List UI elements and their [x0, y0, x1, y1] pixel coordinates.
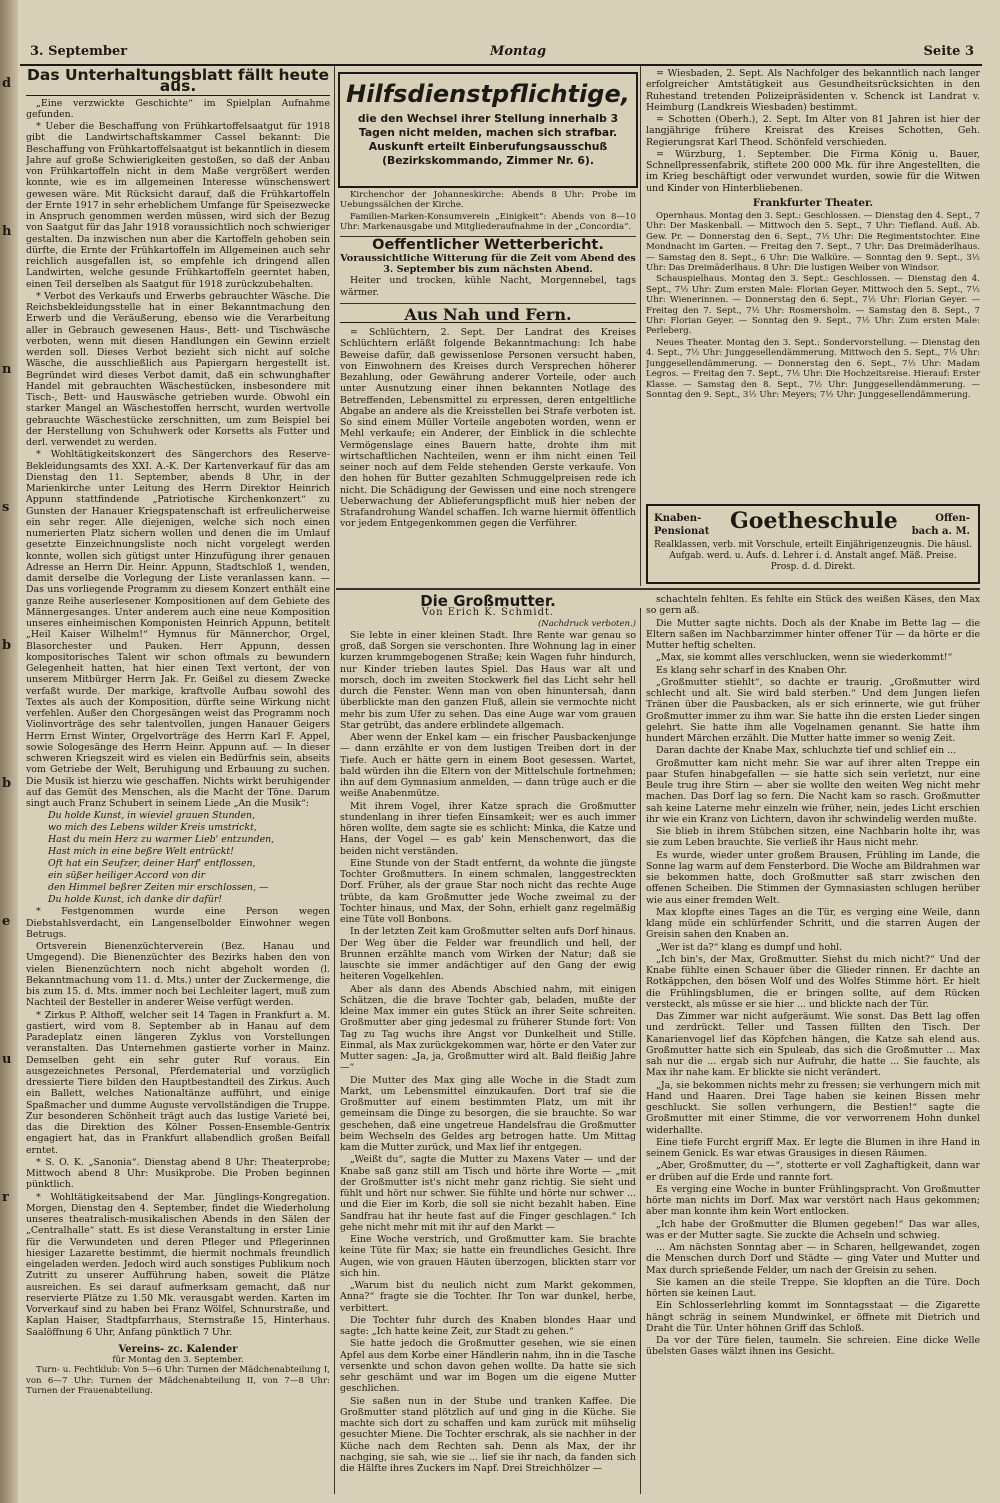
ad-text: Realklassen, verb. mit Vorschule, erteilt Einjährigenzeugnis. Die häusl. Aufgab. werd. u. Aufs. d. Lehrer i. d. Anstalt angef. Mäß. Preise. Prosp. d. d. Direkt.	[654, 540, 972, 572]
poem-line: ein süßer heiliger Accord von dir	[48, 870, 206, 882]
story-paragraph: Mit ihrem Vogel, ihrer Katze sprach die Großmutter stundenlang in ihrer tiefen Einsamkeit; wer es auch immer hören wollte, dem sagte sie es schlicht: Minka, die Katze und Hans, der Vogel — es gab' kein Menschenwort, das die beiden nicht verständen.	[340, 800, 636, 857]
news-paragraph: * Festgenommen wurde eine Person wegen Diebstahlsverdacht, ein Langenselbolder Einwohner wegen Betrugs.	[26, 906, 330, 940]
column-rule	[334, 66, 335, 1494]
poem-line: den Himmel beßrer Zeiten mir erschlossen, —	[48, 882, 269, 894]
club-notes	[340, 190, 636, 233]
schubert-poem	[26, 810, 330, 905]
binding-letter: b	[2, 776, 12, 791]
story-paragraph: Es klang sehr scharf in des Knaben Ohr.	[656, 664, 848, 676]
story-paragraph: Großmutter kam nicht mehr. Sie war auf ihrer alten Treppe ein paar Stufen hinabgefallen — sie hatte sich sein verletzt, nur eine Beule trug ihre Stirn — aber sie wollte den weiten Weg nicht mehr machen. Das Dorf lag so fern. Die Nacht kam so rasch. Großmutter sah keine Laterne mehr einzeln wie früher, nein, jedes Licht erschien ihr wie ein Kranz von Lichtern, davon ihr schwindelig werden mußte.	[646, 757, 980, 825]
news-paragraph: = Wiesbaden, 2. Sept. Als Nachfolger des bekanntlich nach langer erfolgreicher Amtstätigkeit aus Gesundheitsrücksichten in den Ruhestand tretenden Polizeipräsidenten v. Schenck ist Landrat v. Heimburg (Landkreis Wiesbaden) bestimmt.	[646, 68, 980, 113]
column-rule	[640, 608, 641, 1494]
page-header	[20, 44, 982, 66]
news-paragraph: Ortsverein Bienenzüchterverein (Bez. Hanau und Umgegend). Die Bienenzüchter des Bezirks haben den von vielen Bienenzüchtern noch nicht abgeholt worden (l. Bekanntmachung vom 11. d. Mts.) unter der Zuckermenge, die bis zum 15. d. Mts. immer noch bei Lechleiter lagert, muß zum Nachteil der Besteller in anderer Weise verfügt werden.	[26, 941, 330, 1009]
story-paragraph: Eine tiefe Furcht ergriff Max. Er legte die Blumen in ihre Hand in seinem Genick. Es war etwas Grausiges in diesen Räumen.	[646, 1136, 980, 1159]
story-paragraph: ... Am nächsten Sonntag aber — in Scharen, hellgewandet, zogen die Menschen durch Dorf und Städte — ging Vater und Mutter und Max durch sprießende Felder, um nach der Greisin zu sehen.	[646, 1242, 980, 1276]
story-paragraph: „Warum bist du neulich nicht zum Markt gekommen, Anna?“ fragte sie die Tochter. Ihr Ton war dunkel, herbe, verbittert.	[340, 1280, 636, 1314]
theater-schedule	[646, 211, 980, 400]
story-paragraph: Sie blieb in ihrem Stübchen sitzen, eine Nachbarin holte ihr, was sie zum Leben brauchte. Sie verließ ihr Haus nicht mehr.	[646, 826, 980, 849]
local-news-paragraphs-2	[26, 906, 330, 1338]
column-news-and-theater	[646, 68, 980, 500]
theater-title: Frankfurter Theater.	[752, 196, 874, 209]
column-rule	[640, 66, 641, 586]
vereins-kalender-title: Vereins- zc. Kalender	[118, 1343, 238, 1355]
story-paragraph: „Aber, Großmutter, du —“, stotterte er voll Zaghaftigkeit, dann war er drüben auf die Erde und rannte fort.	[646, 1160, 980, 1183]
weather-text: Heiter und trocken, kühle Nacht, Morgennebel, tags wärmer.	[340, 275, 636, 298]
weather-title: Oeffentlicher Wetterbericht.	[372, 236, 604, 253]
theater-entry: Schauspielhaus. Montag den 3. Sept.: Geschlossen. — Dienstag den 4. Sept., 7½ Uhr: Zum ersten Male: Florian Geyer. Mittwoch den 5. Sept., 7½ Uhr: Wienerinnen. — Donnerstag den 6. Sept., 7½ Uhr: Florian Geyer. — Freitag den 7. Sept., 7½ Uhr: Rosmersholm. — Samstag den 8. Sept., 7 Uhr: Florian Geyer. — Sonntag den 9. Sept., 7½ Uhr: Zum ersten Male: Perleberg.	[646, 274, 980, 337]
story-paragraph: Sie saßen nun in der Stube und tranken Kaffee. Die Großmutter stand plötzlich auf und ging in die Küche. Sie machte sich dort zu schaffen und kam zurück mit mühselig gesuchter Miene. Die Tochter erschrak, als sie nachher in der Küche nach dem Rechten sah. Denn als Max, der ihr nachging, sie sah, wie sie ... lief sie ihr nach, da fanden sich die Hälfte ihres Zuckers im Napf. Drei Streichhölzer —	[340, 1395, 636, 1474]
story-paragraph: Eine Stunde von der Stadt entfernt, da wohnte die jüngste Tochter Großmutters. In einem schmalen, langgestreckten Dorf. Früher, als der graue Star noch nicht das rechte Auge trübte, da kam Großmutter jede Woche zweimal zu der Tochter hinaus, und Max, der Sohn, erhielt ganz regelmäßig eine Tüte voll Bonbons.	[340, 857, 636, 925]
story-paragraph: „Großmutter stiehlt“, so dachte er traurig. „Großmutter wird schlecht und alt. Sie wird bald sterben.“ Und dem Jungen liefen Tränen über die Pausbacken, als er sich erinnerte, wie gut früher Großmutter immer zu ihm war. Sie hatte ihn die ersten Lieder singen gelehrt. Sie hatte ihm alle Vogelnamen genannt. Sie hatte ihm hundert Märchen erzählt. Die Mutter hatte immer so wenig Zeit.	[646, 676, 980, 744]
poem-line: Oft hat ein Seufzer, deiner Harf' entflossen,	[48, 858, 256, 870]
binding-edge	[0, 0, 18, 1503]
weather-subtitle: Voraussichtliche Witterung für die Zeit vom Abend des 3. September bis zum nächsten Abend.	[340, 252, 636, 276]
story-paragraph: Aber wenn der Enkel kam — ein frischer Pausbackenjunge — dann erzählte er von dem lustigen Treiben dort in der Tiefe. Auch er hätte gern in einem Boot gesessen. Wartet, bald würden ihn die Eltern von der Mittelschule fortnehmen; ihn auf dem Gymnasium anmelden, — dann trüge auch er die weiße Anabenmütze.	[340, 732, 636, 800]
header-page-number: Seite 3	[923, 44, 974, 59]
news-paragraph: * Wohltätigkeitsabend der Mar. Jünglings-Kongregation. Morgen, Dienstag den 4. September, findet die Wiederholung unseres theatralisch-musikalischen Abends in den Sälen der „Centralhalle“ statt. Es ist diese Veranstaltung in erster Linie für die Verwundeten und deren Pfleger und Pflegerinnen hiesiger Lazarette bestimmt, die hiermit nochmals freundlich eingeladen werden. Jedoch wird auch sonstiges Publikum noch Zutritt zu unserer Aufführung haben, soweit die Plätze ausreichen. Es sei darauf aufmerksam gemacht, daß nur reservierte Plätze zu 1.50 Mk. verausgabt werden. Karten im Vorverkauf sind zu haben bei Franz Wölfel, Schnurstraße, und Kaplan Haiser, Stadtpfarrhaus, Sternstraße 15, Hinterhaus. Saalöffnung 6 Uhr, Anfang pünktlich 7 Uhr.	[26, 1191, 330, 1338]
story-paragraph: Ein Schlosserlehrling kommt im Sonntagsstaat — die Zigarette hängt schräg in seinem Mundwinkel, er öffnete mit Dietrich und Draht die Tür. Unter höhnen Griff das Schloß.	[646, 1300, 980, 1334]
story-paragraph: Sie kamen an die steile Treppe. Sie klopften an die Türe. Doch hörten sie keinen Laut.	[646, 1276, 980, 1299]
club-note: Kirchenchor der Johanneskirche: Abends 8 Uhr: Probe im Uebungssälchen der Kirche.	[340, 190, 636, 211]
story-column-b	[646, 594, 980, 1500]
news-paragraph: = Würzburg, 1. September. Die Firma König u. Bauer, Schnellpressenfabrik, stiftete 200 000 Mk. für ihre Angestellten, die im Krieg beschäftigt oder verwundet wurden, sowie für die Witwen und Kinder von Hinterbliebenen.	[646, 148, 980, 194]
story-author: Von Erich K. Schmidt.	[421, 607, 555, 619]
story-paragraph: Eine Woche verstrich, und Großmutter kam. Sie brachte keine Tüte für Max; sie hatte ein freundliches Gesicht. Ihre Augen, wie von grauen Häuten überzogen, blickten starr vor sich hin.	[340, 1234, 636, 1279]
story-paragraph: Es verging eine Woche in bunter Frühlingspracht. Von Großmutter hörte man nichts im Dorf. Max war verstört nach Haus gekommen; aber man konnte ihm kein Wort entlocken.	[646, 1183, 980, 1218]
story-paragraph: „Weißt du“, sagte die Mutter zu Maxens Vater — und der Knabe saß ganz still am Tisch und hörte ihre Worte — „mit der Großmutter ist's nicht mehr ganz richtig. Sie sieht und fühlt und hört nur schwer. Sie fühlte und hörte nur schwer ... und die Eier im Korb, die soll sie nicht bezahlt haben. Eine Sandfrau hat ihr heute fast auf die Finger geschlagen.“ Ich gehe nicht mehr mit mit ihr auf den Markt —	[340, 1154, 636, 1233]
poem-line: Du holde Kunst, in wieviel grauen Stunden,	[48, 810, 256, 822]
news-paragraph: * Ueber die Beschaffung von Frühkartoffelsaatgut für 1918 gibt die Landwirtschaftskammer Cassel bekannt: Die Beschaffung von Frühkartoffelsaatgut ist bekanntlich in diesem Jahre auf große Schwierigkeiten gestoßen, so daß der Anbau von Frühkartoffeln nicht in dem Maße vergrößert werden konnte, wie es im allgemeinen Interesse wünschenswert gewesen wäre. Mit Rücksicht darauf, daß die Frühkartoffeln der Ernte 1917 in sehr erheblichem Umfange für Speisezwecke in Anspruch genommen werden müssen, wird sich der Bezug von Saatgut für das Jahr 1918 voraussichtlich noch schwieriger gestalten. Da inzwischen nun aber die Kartoffeln gehoben sein dürfte, die Ernte der Frühkartoffeln im Allgemeinen auch sehr reichlich ausgefallen ist, so empfehle ich dringend allen Landwirten, welche gesunde Frühkartoffeln geerntet haben, einen Teil derselben als Saatgut für 1918 zurückzubehalten.	[26, 121, 330, 290]
story-column-a	[340, 594, 636, 1500]
story-paragraph: Die Mutter des Max ging alle Woche in die Stadt zum Markt, um Lebensmittel einzukaufen. Dort traf sie die Großmutter auf einem bestimmten Platz, um mit ihr gemeinsam die Dinge zu besorgen, die sie brauchte. So war geschehen, daß eine ungetreue Handelsfrau die Großmutter beim Wechseln des Geldes arg betrogen hatte. Um Mittag kam die Mutter zurück, und Max lief ihr entgegen.	[340, 1074, 636, 1153]
story-paragraph: Max klopfte eines Tages an die Tür, es verging eine Weile, dann klang müde ein schlürfender Schritt, und die starren Augen der Greisin sahen den Knaben an.	[646, 906, 980, 941]
news-paragraph: * Zirkus P. Althoff, welcher seit 14 Tagen in Frankfurt a. M. gastiert, wird vom 8. September ab in Hanau auf dem Paradeplatz einen längeren Zyklus von Vorstellungen veranstalten. Das Unternehmen gastierte vorher in Mainz. Demselben geht ein sehr guter Ruf voraus. Ein ausgezeichnetes Personal, Pferdematerial und vorzüglich dressierte Tiere bilden den Hauptbestandteil des Zirkus. Auch ein Ballett, welches Nationaltänze aufführt, und einige Spaßmacher und dumme Auguste vervollständigen die Truppe. Zur besonderen Schönheit trägt auch das lustige Varieté bei, das die Direktion des Kölner Possen-Ensemble-Gentrix engagiert hat, das in Frankfurt allabendlich großen Beifall erntet.	[26, 1009, 330, 1156]
column-weather-and-regional	[340, 190, 636, 582]
story-paragraph: „Max, sie kommt alles verschlucken, wenn sie wiederkommt!“	[656, 652, 953, 664]
vereins-kalender-text: Turn- u. Fechtklub: Von 5—6 Uhr: Turnen der Mädchenabteilung I, von 6—7 Uhr: Turnen der Mädchenabteilung II, von 7—8 Uhr: Turnen der Frauenabteilung.	[26, 1365, 330, 1397]
story-paragraph: Sie lebte in einer kleinen Stadt. Ihre Rente war genau so groß, daß Sorgen sie verschonten. Ihre Wohnung lag in einer kurzen krummgebogenen Straße; kein Wagen fuhr hindurch, nur Kinder trieben lautes Spiel. Das Haus war alt und morsch, doch im zweiten Stockwerk fiel das Licht sehr hell durch die Fenster. Wenn man von oben hinuntersah, dann überblickte man den ganzen Fluß, allein sie vermochte nicht mehr bis zum Ufer zu sehen. Das eine Auge war vom grauen Star getrübt, das andere erblindete allgemach.	[340, 629, 636, 731]
nah-und-fern-text: = Schlüchtern, 2. Sept. Der Landrat des Kreises Schlüchtern erläßt folgende Bekanntmachung: Ich habe Beweise dafür, daß gewissenlose Personen versucht haben, von Einwohnern des Kreises durch Versprechen höherer Bezahlung, oder Gewährung anderer Vorteile, oder auch unter Ausnutzung einer ihnen bekannten Notlage des Betreffenden, Lebensmittel zu erpressen, deren entgeltliche Abgabe an andere als die Kreisstellen bei Strafe verboten ist. So sind einem Müller Vorteile angeboten worden, wenn er Mehl verkaufe; ein Anderer, der Einblick in die schlechte Vermögenslage eines Bauern hatte, drohte ihm mit wirtschaftlichen Nachteilen, wenn er ihm nicht einen Teil seiner noch auf dem Felde stehenden Gerste verkaufe. Von den hohen für Butter gezahlten Schmuggelpreisen rede ich nicht. Die Schädigung der Gewissen und eine noch strengere Ueberwachung der Ablieferungspflicht muß hier neben der Strafandrohung Wandel schaffen. Ich warne hiermit öffentlich vor jedem Entgegenkommen gegen die Verführer.	[340, 327, 636, 530]
binding-letters	[2, 70, 16, 1322]
binding-letter: b	[2, 638, 12, 653]
regional-news	[646, 68, 980, 194]
news-paragraph: * Verbot des Verkaufs und Erwerbs gebrauchter Wäsche. Die Reichsbekleidungsstelle hat in einer Bekanntmachung den Erwerb und die Veräußerung, ebenso wie die Verarbeitung aller in Gebrauch gewesenen Haus-, Bett- und Tischwäsche verboten, wenn mit diesen Handlungen ein Gewinn erzielt werden soll. Dieses Verbot bezieht sich nicht auf solche Wäsche, die ausschließlich aus Papiergarn hergestellt ist. Begründet wird dieses Verbot damit, daß ein schwunghafter Handel mit gebrauchten Wäschestücken, insbesondere mit Tisch-, Bett- und Hauswäsche getrieben wurde. Obwohl ein starker Mangel an Wäschestoffen herrscht, wurden wertvolle gebrauchte Wäschestücke zerschnitten, um zum Beispiel bei der Herstellung von Schuhwerk oder Korsetts als Futter und derl. verwendet zu werden.	[26, 290, 330, 448]
story-text-b	[646, 594, 980, 1358]
binding-letter: h	[2, 224, 12, 239]
ad-left-label: Knaben- Pensionat	[654, 513, 710, 537]
header-date: 3. September	[30, 44, 128, 59]
binding-letter: e	[2, 914, 11, 929]
story-paragraph: Es wurde, wieder unter großem Brausen, Frühling im Lande, die Sonne lag warm auf dem Fensterbord. Die Woche am Bildrahmen war sie bekommen hatte, doch Großmutter saß starr zwischen den offenen Scheiben. Die Stimmen der Gymnasiasten schlugen herüber wie aus einer fremden Welt.	[646, 849, 980, 906]
story-top-rule	[336, 588, 980, 590]
story-paragraph: Da vor der Türe fielen, taumeln. Sie schreien. Eine dicke Welle übelsten Gases wälzt ihnen ins Gesicht.	[646, 1335, 980, 1358]
section-aus-nah-und-fern: Aus Nah und Fern.	[340, 309, 636, 323]
ad-name: Goetheschule	[730, 508, 898, 534]
story-copyright-note: (Nachdruck verboten.)	[537, 618, 636, 629]
binding-letter: s	[2, 500, 10, 515]
story-paragraph: „Ich habe der Großmutter die Blumen gegeben!“ Das war alles, was er der Mutter sagte. Sie zuckte die Achseln und schwieg.	[646, 1218, 980, 1241]
club-note: Familien-Marken-Konsumverein „Einigkeit“: Abends von 8—10 Uhr: Markenausgabe und Mitgliederaufnahme in der „Concordia“.	[340, 211, 636, 233]
story-title: Die Großmutter.	[420, 594, 556, 610]
story-paragraph: Aber als dann des Abends Abschied nahm, mit einigen Schätzen, die die brave Tochter gab, beladen, mußte der kleine Max immer ein gutes Stück an ihrer Seite schreiten. Großmutter aber ging jedesmal zu früherer Stunde fort: Von Tag zu Tag wuchs ihre Angst vor Dunkelheit und Stille. Einmal, als Max zurückgekommen war, hörte er den Vater zur Mutter sagen: „Ja, ja, Großmutter wird alt. Bald fleißig Jahre —“	[340, 983, 636, 1074]
notice-hilfsdienst	[338, 72, 638, 188]
poem-line: Hast du mein Herz zu warmer Lieb' entzunden,	[48, 834, 275, 846]
story-paragraph: Die Tochter fuhr durch des Knaben blondes Haar und sagte: „Ich hatte keine Zeit, zur Stadt zu gehen.“	[340, 1314, 636, 1337]
story-paragraph: Daran dachte der Knabe Max, schluchzte tief und schlief ein ...	[656, 745, 957, 757]
news-paragraph: * Wohltätigkeitskonzert des Sängerchors des Reserve-Bekleidungsamts des XXI. A.-K. Der Kartenverkauf für das am Dienstag den 11. September, abends 8 Uhr, in der Marienkirche unter Leitung des Herrn Direktor Heinrich Appunn stattfindende „Patriotische Kirchenkonzert“ zu Gunsten der Hanauer Kriegspatenschaft ist erfreulicherweise ein sehr reger. Alle diejenigen, welche sich noch einen numerierten Platz sichern wollen und denen die im Umlauf gesetzte Einzeichnungsliste noch nicht vorgelegt werden konnte, wollen sich gütigst unter Hinzufügung ihrer genauen Adresse an Herrn Dir. Heinr. Appunn, Stadtschloß 1, wenden, damit derselbe die Vorlegung der Liste veranlassen kann. — Das uns vorliegende Programm zu diesem Konzert enthält eine ganze Reihe auserlesener Kompositionen auf dem Gebiete des Männergesanges. Unter anderem auch eine neue Komposition unseres einheimischen Komponisten Heinrich Appunn, betitelt „Heil Kaiser Wilhelm!“ Hymnus für Männerchor, Orgel, Blasorchester und Pauken. Herr Appunn, dessen kompositorisches Talent wir schon oftmals zu bewundern Gelegenheit hatten, hat hier einen Text vertont, der von unserem Mitbürger Herrn Jak. Fr. Geißel zu diesem Zwecke verfaßt wurde. Der markige, kraftvolle Aufbau sowohl des Textes als auch der Komposition, dürfte seine Wirkung nicht verfehlen. Außer den Chorgesängen weist das Programm noch Violinvorträge des sehr talentvollen, jungen Hanauer Geigers Herrn Ernst Winter, Orgelvorträge des Herrn Karl F. Appel, sowie Sologesänge des Herrn Heinr. Appunn auf. — In dieser schweren Kriegszeit wird es vielen ein Bedürfnis sein, abseits vom Getriebe der Welt, Beruhigung und Erbauung zu suchen. Die Musik ist hierzu wie geschaffen. Nichts wirkt beruhigender auf das Gemüt des Menschen, als die Macht der Töne. Darum singt auch Franz Schubert in seinem Liede „An die Musik“:	[26, 449, 330, 809]
story-text-a	[340, 630, 636, 1475]
story-paragraph: In der letzten Zeit kam Großmutter selten aufs Dorf hinaus. Der Weg über die Felder war freundlich und hell, der Brunnen erzählte manch vom Wirken der Natur; daß sie lauschte sie immer andächtiger auf den Gang der ewig heiteren Vogelkehlen.	[340, 926, 636, 983]
column-local-news	[26, 68, 330, 1498]
vereins-kalender-date: für Montag den 3. September.	[112, 1355, 244, 1365]
poem-line: Du holde Kunst, ich danke dir dafür!	[48, 894, 223, 906]
news-paragraph: „Eine verzwickte Geschichte“ im Spielplan Aufnahme gefunden.	[26, 97, 330, 120]
binding-letter: u	[2, 1052, 12, 1067]
poem-line: wo mich des Lebens wilder Kreis umstrickt,	[48, 822, 257, 834]
ad-goetheschule	[646, 504, 980, 584]
notice-hilfsdienst-title: Hilfsdienstpflichtige,	[346, 80, 630, 108]
story-paragraph: Sie hatte jedoch die Großmutter gesehen, wie sie einen Apfel aus dem Korbe einer Händlerin nahm, ihn in die Tasche versenkte und schon davon gehen wollte. Da hatte sie sich sehr geschämt und war im Bogen um die eigene Mutter geschlichen.	[340, 1338, 636, 1395]
headline-unterhaltungsblatt: Das Unterhaltungsblatt fällt heute aus.	[27, 68, 329, 96]
news-paragraph: = Schotten (Oberh.), 2. Sept. Im Alter von 81 Jahren ist hier der langjährige frühere Kreisrat des Kreises Schotten, Geh. Regierungsrat Karl Theod. Schönfeld verschieden.	[646, 114, 980, 148]
notice-hilfsdienst-text: die den Wechsel ihrer Stellung innerhalb 3 Tagen nicht melden, machen sich strafbar. Auskunft erteilt Einberufungsausschuß (Bezirkskommando, Zimmer Nr. 6).	[357, 112, 619, 167]
theater-entry: Opernhaus. Montag den 3. Sept.: Geschlossen. — Dienstag den 4. Sept., 7 Uhr: Der Maskenball. — Mittwoch den 5. Sept., 7 Uhr: Tiefland. Auß. Ab. Gew. Pr. — Donnerstag den 6. Sept., 7½ Uhr: Die Regimentstochter. Eine Mondnacht im Garten. — Freitag den 7. Sept., 7 Uhr: Das Dreimäderlhaus. — Samstag den 8. Sept., 6 Uhr: Die Walküre. — Sonntag den 9. Sept., 3½ Uhr: Das Dreimäderlhaus. 8 Uhr: Die lustigen Weiber von Windsor.	[646, 211, 980, 274]
story-paragraph: „Ich bin's, der Max, Großmutter. Siehst du mich nicht?“ Und der Knabe fühlte einen Schauer über die Glieder rinnen. Er dachte an Rotkäppchen, den bösen Wolf und des Wolfes Stimme hört. Er hielt die Frühlingsblumen, die er bringen sollte, auf dem Rücken versteckt, als müsse er sie hier ... und blickte nach der Tür.	[646, 953, 980, 1010]
binding-letter: r	[2, 1190, 9, 1205]
story-paragraph: „Ja, sie bekommen nichts mehr zu fressen; sie verhungern mich mit Hand und Haaren. Drei Tage haben sie keinen Bissen mehr geschluckt. Sie sollen verhungern, die Bestien!“ sagte die Großmutter mit einer Stimme, die vor verworrenem Hohn dunkel widerhallte.	[646, 1079, 980, 1136]
local-news-paragraphs	[26, 98, 330, 810]
binding-letter: d	[2, 76, 12, 91]
theater-entry: Neues Theater. Montag den 3. Sept.: Sondervorstellung. — Dienstag den 4. Sept., 7½ Uhr: Junggesellendämmerung. Mittwoch den 5. Sept., 7½ Uhr: Junggesellendämmerung. — Donnerstag den 6. Sept., 7½ Uhr: Madam Legros. — Freitag den 7. Sept., 7½ Uhr: Die Hochzeitsreise. Hierauf: Erster Klasse. — Samstag den 8. Sept., 7½ Uhr: Junggesellendämmerung. — Sonntag den 9. Sept., 3½ Uhr: Meyers; 7½ Uhr: Junggesellendämmerung.	[646, 337, 980, 400]
story-paragraph: „Wer ist da?“ klang es dumpf und hohl.	[656, 941, 843, 953]
binding-letter: n	[2, 362, 12, 377]
ad-right-label: Offen- bach a. M.	[911, 513, 970, 537]
story-paragraph: Das Zimmer war nicht aufgeräumt. Wie sonst. Das Bett lag offen und zerdrückt. Teller und Tassen füllten den Tisch. Der Kanarienvogel lief das Köpfchen hängen, die Katze sah elend aus. Großmutter hatte sich ein Spuleab, das sich die Großmutter ... Max sah nur die ... ergab sich nur Aufruhr, die hatte ... Sie fauchte, als Max ihr nahe kam. Er blickte sie nicht verändert.	[646, 1011, 980, 1079]
story-paragraph: schachteln fehlten. Es fehlte ein Stück des weißen Käses, den Max so gern aß.	[646, 594, 980, 617]
news-paragraph: * S. O. K. „Sanonia“. Dienstag abend 8 Uhr: Theaterprobe; Mittwoch abend 8 Uhr: Musikprobe. Die Proben beginnen pünktlich.	[26, 1156, 330, 1191]
header-weekday: Montag	[490, 44, 547, 59]
story-paragraph: Die Mutter sagte nichts. Doch als der Knabe im Bette lag — die Eltern saßen im Nachbarzimmer hinter offener Tür — da hörte er die Mutter heftig schelten.	[646, 617, 980, 651]
poem-line: Hast mich in eine beßre Welt entrückt!	[48, 846, 234, 858]
